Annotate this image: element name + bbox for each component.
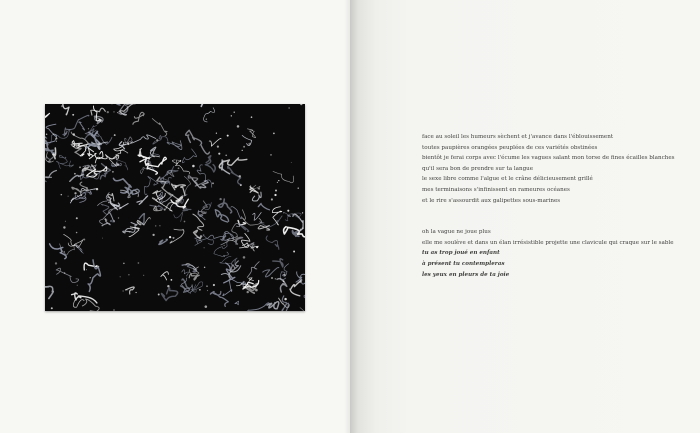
poem-line: le sexe libre comme l'algue et le crâne délicieusement grillé [422,176,593,183]
abstract-water-drawing [45,104,305,311]
artwork-image [45,104,305,311]
poem-line: face au soleil les humeurs sèchent et j'avance dans l'éblouissement [422,134,614,140]
poem-line: et le rire s'assourdit aux galipettes sous-marines [422,197,561,204]
poem-text [422,132,692,280]
poem-line: mes terminaisons s'infinissent en rameures océanes [422,186,570,193]
poem-line: qu'il sera bon de prendre sur ta langue [422,165,534,172]
poem-line: toutes paupières orangées peuplées de ces variétés obstinées [422,144,598,151]
poem-line-emphasis: à présent tu contempleras [422,260,505,267]
poem-line-emphasis: tu as trop joué en enfant [422,250,500,257]
poem-line: oh la vague ne joue plus [422,229,491,236]
poem-line: elle me soulève et dans un élan irrésistible projette une clavicule qui craque sur le sable [422,239,674,246]
poem-line: bientôt je ferai corps avec l'écume les vagues salant mon torse de fines écailles blanches [422,155,675,162]
poem-line-emphasis: les yeux en pleurs de ta joie [422,271,510,278]
stanza-break [422,206,692,227]
